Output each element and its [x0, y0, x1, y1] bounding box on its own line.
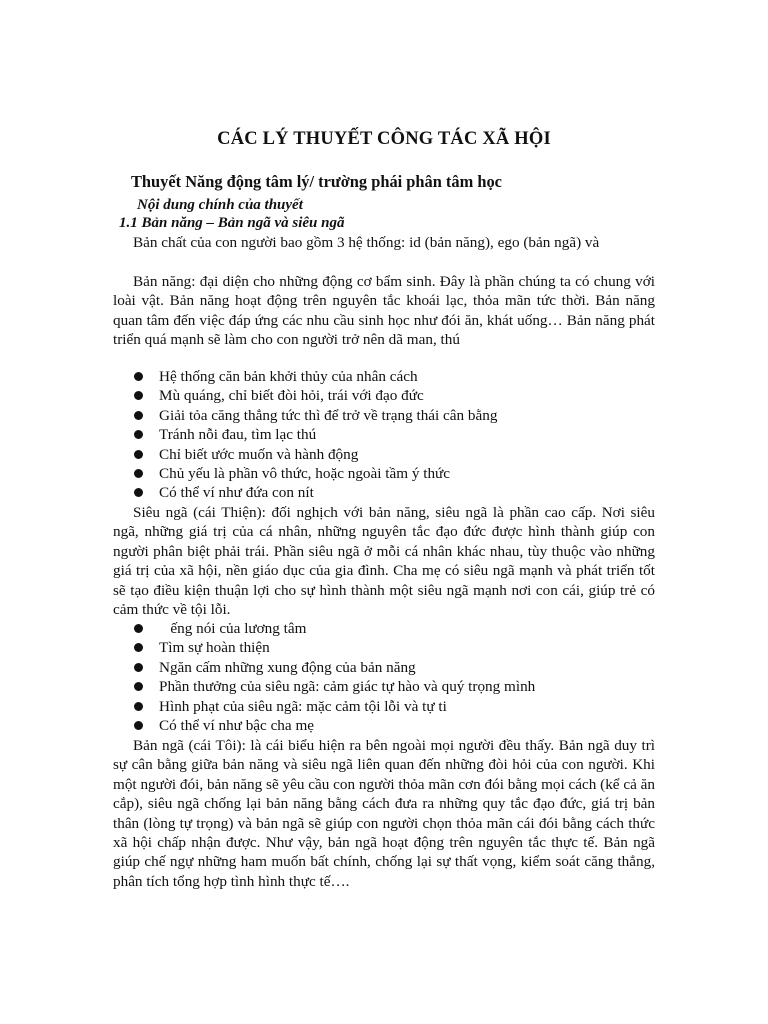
- bullet-icon: [134, 469, 143, 478]
- subheading: Nội dung chính của thuyết: [137, 197, 303, 213]
- ego-paragraph: Bản ngã (cái Tôi): là cái biểu hiện ra bên ngoài mọi người đều thấy. Bản ngã duy trì sự cân bằng giữa bản năng và siêu ngã liên quan đến những đòi hỏi của con người. Khi một người đói, bản năng sẽ yêu cầu con người thỏa mãn cơn đói bằng mọi cách (kể cả ăn cắp), siêu ngã chống lại bản năng bằng cách đưa ra những quy tắc đạo đức, giá trị bản thân (lòng tự trọng) và bản ngã sẽ giúp con người chọn thỏa mãn cái đói bằng cách thức xã hội chấp nhận được. Như vậy, bản ngã hoạt động trên nguyên tắc thực tế. Bản ngã giúp chế ngự những ham muốn bất chính, chống lại sự thất vọng, kiểm soát căng thẳng, phân tích tổng hợp tình hình thực tế….: [113, 737, 655, 890]
- list-item: [113, 386, 653, 405]
- list-item: [113, 638, 653, 657]
- superego-bullet-list: [113, 619, 653, 735]
- list-item: [113, 619, 653, 638]
- list-item-text: Chỉ biết ước muốn và hành động: [159, 445, 359, 463]
- bullet-icon: [134, 391, 143, 400]
- instinct-paragraph: Bản năng: đại diện cho những động cơ bẩm sinh. Đây là phần chúng ta có chung với loài vật. Bản năng hoạt động trên nguyên tắc khoái lạc, thỏa mãn tức thời. Bản năng quan tâm đến việc đáp ứng các nhu cầu sinh học như đói ăn, khát uống… Bản năng phát triển quá mạnh sẽ làm cho con người trở nên dã man, thú: [113, 273, 655, 349]
- list-item-text: Phần thưởng của siêu ngã: cảm giác tự hào và quý trọng mình: [159, 678, 536, 696]
- list-item-text: Hệ thống căn bản khởi thủy của nhân cách: [159, 368, 418, 385]
- bullet-icon: [134, 702, 143, 711]
- instinct-bullet-list: [113, 367, 653, 503]
- list-item-text: Tìm sự hoàn thiện: [159, 639, 270, 657]
- list-item: [113, 716, 653, 735]
- list-item-text: Tránh nỗi đau, tìm lạc thú: [159, 426, 317, 444]
- list-item: [113, 464, 653, 483]
- document-title: CÁC LÝ THUYẾT CÔNG TÁC XÃ HỘI: [217, 129, 551, 149]
- bullet-icon: [134, 624, 143, 633]
- list-item: [113, 445, 653, 464]
- list-item-text: Ngăn cấm những xung động của bản năng: [159, 658, 416, 676]
- subsection-heading: 1.1 Bản năng – Bản ngã và siêu ngã: [119, 215, 345, 231]
- bullet-icon: [134, 663, 143, 672]
- bullet-icon: [134, 682, 143, 691]
- list-item-text: Có thể ví như bậc cha mẹ: [159, 716, 314, 734]
- list-item-text: ếng nói của lương tâm: [159, 620, 307, 637]
- list-item-text: Có thể ví như đứa con nít: [159, 484, 314, 502]
- bullet-icon: [134, 488, 143, 497]
- list-item: [113, 367, 653, 386]
- list-item-text: Chủ yếu là phần vô thức, hoặc ngoài tầm ý thức: [159, 464, 451, 482]
- section-heading: Thuyết Năng động tâm lý/ trường phái phân tâm học: [131, 172, 502, 191]
- list-item-text: Mù quáng, chỉ biết đòi hỏi, trái với đạo đức: [159, 387, 424, 405]
- bullet-icon: [134, 430, 143, 439]
- list-item: [113, 425, 653, 444]
- list-item: [113, 406, 653, 425]
- intro-paragraph: Bản chất của con người bao gồm 3 hệ thống: id (bản năng), ego (bản ngã) và: [133, 234, 600, 251]
- list-item: [113, 483, 653, 502]
- bullet-icon: [134, 450, 143, 459]
- list-item: [113, 677, 653, 696]
- bullet-icon: [134, 721, 143, 730]
- list-item-text: Giải tỏa căng thẳng tức thì để trở về trạng thái cân bằng: [159, 406, 498, 424]
- bullet-icon: [134, 643, 143, 652]
- superego-paragraph: Siêu ngã (cái Thiện): đối nghịch với bản năng, siêu ngã là phần cao cấp. Nơi siêu ngã, những giá trị của cá nhân, những nguyên tắc đạo đức được hình thành giúp con người phân biệt phải trái. Phần siêu ngã ở mỗi cá nhân khác nhau, tùy thuộc vào những giá trị của xã hội, nền giáo dục của gia đình. Cha mẹ có siêu ngã mạnh và phát triển tốt sẽ tạo điều kiện thuận lợi cho sự hình thành một siêu ngã mạnh nơi con cái, giúp trẻ có cảm thức về tội lỗi.: [113, 504, 655, 619]
- list-item: [113, 697, 653, 716]
- list-item-text: Hình phạt của siêu ngã: mặc cảm tội lỗi và tự ti: [159, 697, 447, 715]
- bullet-icon: [134, 372, 143, 381]
- bullet-icon: [134, 411, 143, 420]
- list-item: [113, 658, 653, 677]
